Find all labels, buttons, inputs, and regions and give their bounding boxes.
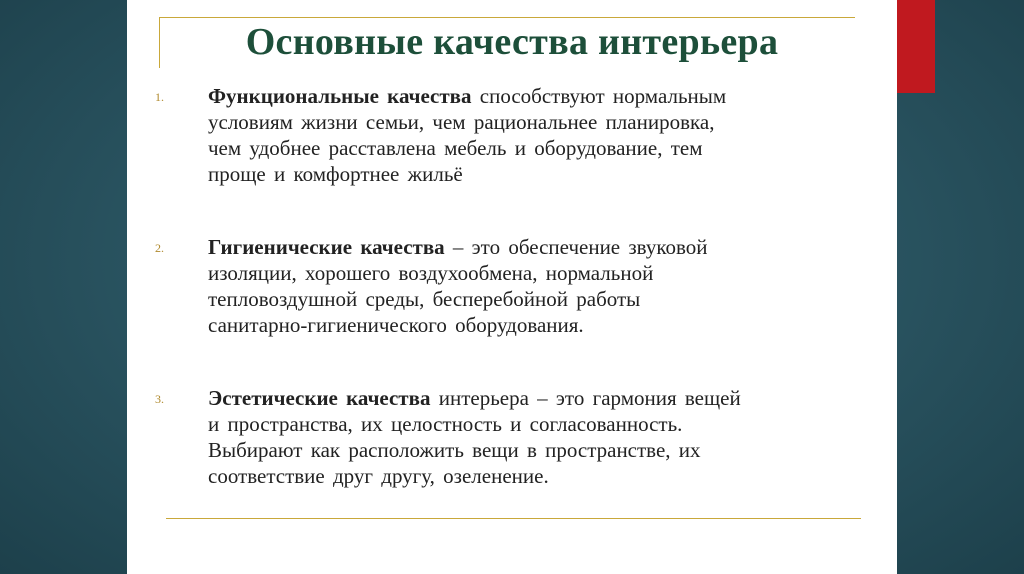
- list-item-line: чем удобнее расставлена мебель и оборудование, тем: [208, 136, 703, 160]
- list-item-line: условиям жизни семьи, чем рациональнее планировка,: [208, 110, 715, 134]
- title-frame-horizontal-rule: [159, 17, 855, 18]
- list-number: 3.: [155, 392, 164, 406]
- list-item-line: тепловоздушной среды, бесперебойной работы: [208, 287, 641, 311]
- list-item-line: изоляции, хорошего воздухообмена, нормальной: [208, 261, 654, 285]
- list-item-term: Эстетические качества: [208, 386, 431, 410]
- list-number: 1.: [155, 90, 164, 104]
- list-item-line: проще и комфортнее жильё: [208, 162, 463, 186]
- list-item-term: Гигиенические качества: [208, 235, 445, 259]
- list-item-text: [208, 385, 858, 489]
- list-item-line: способствуют нормальным: [471, 84, 727, 108]
- bottom-rule: [166, 518, 861, 519]
- list-item-line: – это обеспечение звуковой: [444, 235, 708, 259]
- list-item-text: [208, 234, 858, 338]
- list-item-line: Выбирают как расположить вещи в пространстве, их: [208, 438, 701, 462]
- list-item-line: интерьера – это гармония вещей: [430, 386, 741, 410]
- list-item-term: Функциональные качества: [208, 84, 472, 108]
- list-item-line: санитарно-гигиенического оборудования.: [208, 313, 584, 337]
- list-item-line: и пространства, их целостность и согласованность.: [208, 412, 683, 436]
- list-number: 2.: [155, 241, 164, 255]
- list-item-text: [208, 83, 858, 187]
- slide-title: Основные качества интерьера: [245, 21, 779, 63]
- list-item-line: соответствие друг другу, озеленение.: [208, 464, 549, 488]
